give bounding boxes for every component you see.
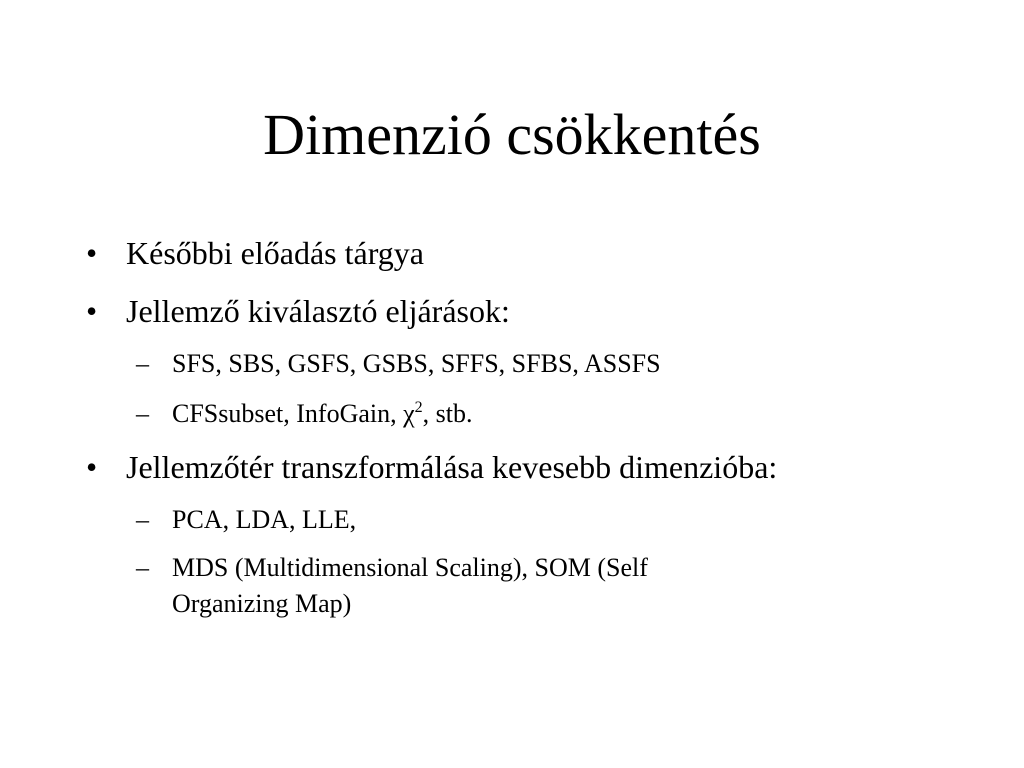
slide-title: Dimenzió csökkentés	[263, 102, 761, 167]
bullet-marker: •	[86, 449, 98, 485]
bullet-text: Jellemző kiválasztó eljárások:	[126, 293, 510, 329]
sub-bullet-marker: –	[136, 399, 149, 428]
sub-bullet-text	[172, 550, 872, 622]
sub-bullet-text-line: Organizing Map)	[172, 589, 352, 618]
sub-bullet-marker: –	[136, 505, 149, 534]
sub-bullet-text-line: MDS (Multidimensional Scaling), SOM (Self	[172, 553, 648, 582]
bullet-marker: •	[86, 293, 98, 329]
sub-bullet-text: PCA, LDA, LLE,	[172, 505, 357, 534]
sub-bullet-text: SFS, SBS, GSFS, GSBS, SFFS, SFBS, ASSFS	[172, 349, 661, 378]
bullet-text: Későbbi előadás tárgya	[126, 235, 424, 271]
sub-bullet-marker: –	[136, 553, 149, 582]
bullet-text: Jellemzőtér transzformálása kevesebb dimenzióba:	[126, 449, 778, 485]
bullet-marker: •	[86, 235, 98, 271]
sub-bullet-marker: –	[136, 349, 149, 378]
sub-bullet-text	[172, 396, 872, 432]
superscript: 2	[414, 399, 423, 416]
sub-bullet-text-part: CFSsubset, InfoGain, χ	[172, 399, 415, 428]
sub-bullet-text-part: , stb.	[422, 399, 473, 428]
